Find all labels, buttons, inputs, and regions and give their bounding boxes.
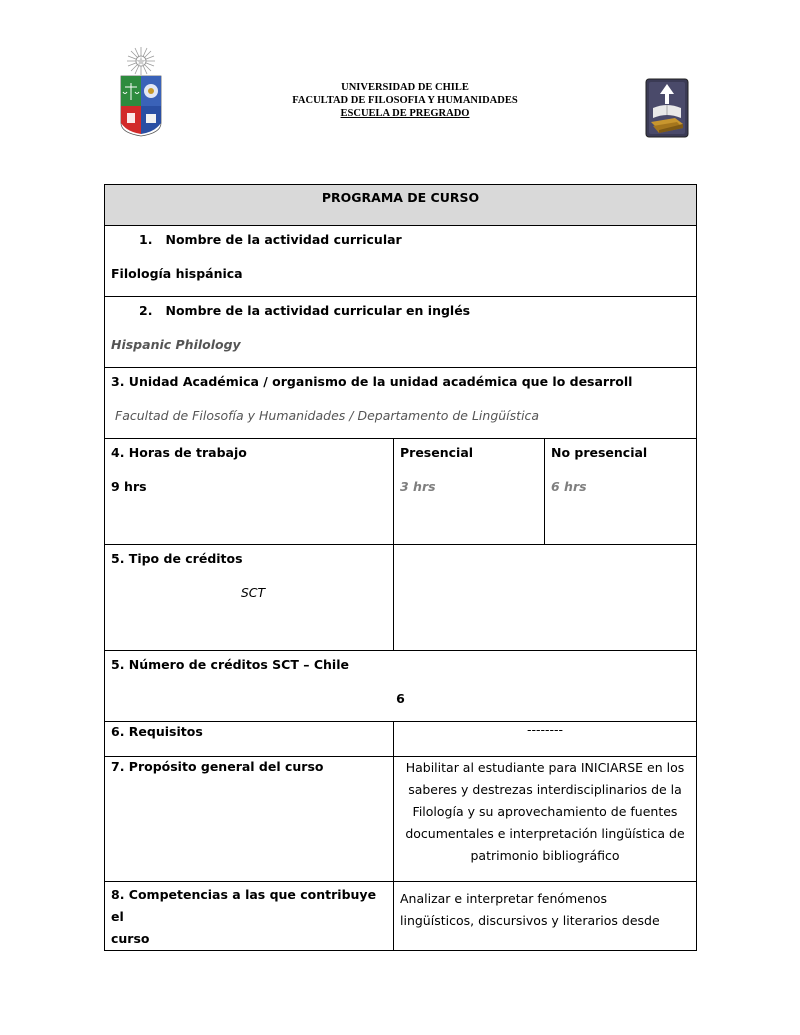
no-presencial-label: No presencial (551, 445, 648, 460)
table-row (105, 882, 697, 951)
school-name: ESCUELA DE PREGRADO (340, 108, 470, 119)
presencial-value: 3 hrs (400, 479, 436, 494)
competencies-line: lingüísticos, discursivos y literarios desde (400, 913, 660, 928)
course-purpose-line: documentales e interpretación lingüística de (405, 826, 685, 841)
course-purpose-line: Habilitar al estudiante para INICIARSE en los (405, 760, 685, 775)
course-purpose-label: 7. Propósito general del curso (111, 759, 324, 774)
credit-type-empty-cell (394, 545, 697, 651)
course-name-label: 1. Nombre de la actividad curricular (139, 232, 402, 247)
table-row (105, 545, 697, 651)
credit-number-value: 6 (396, 691, 405, 706)
work-hours-label: 4. Horas de trabajo (111, 445, 247, 460)
competencies-line: Analizar e interpretar fenómenos (400, 891, 607, 906)
table-row (105, 651, 697, 722)
work-hours-value: 9 hrs (111, 479, 147, 494)
no-presencial-value: 6 hrs (551, 479, 587, 494)
faculty-crest-icon (645, 78, 689, 138)
table-row (105, 297, 697, 368)
table-row (105, 439, 697, 545)
university-name: UNIVERSIDAD DE CHILE (341, 82, 469, 93)
requirements-label: 6. Requisitos (111, 724, 203, 739)
competencies-label-line: 8. Competencias a las que contribuye el (111, 887, 377, 924)
table-title: PROGRAMA DE CURSO (105, 185, 697, 226)
table-row (105, 368, 697, 439)
university-coat-of-arms-icon (117, 45, 165, 137)
table-row (105, 722, 697, 757)
requirements-value: -------- (526, 722, 564, 737)
credit-number-label: 5. Número de créditos SCT – Chile (111, 657, 349, 672)
academic-unit-value: Facultad de Filosofía y Humanidades / Departamento de Lingüística (115, 408, 540, 423)
course-purpose-line: patrimonio bibliográfico (470, 848, 620, 863)
course-program-table (104, 184, 697, 951)
table-row (105, 757, 697, 882)
academic-unit-label: 3. Unidad Académica / organismo de la unidad académica que lo desarroll (111, 374, 633, 389)
page-header (0, 0, 800, 180)
competencies-text (394, 882, 697, 951)
course-name-english-value: Hispanic Philology (111, 337, 241, 352)
faculty-name: FACULTAD DE FILOSOFIA Y HUMANIDADES (292, 95, 518, 106)
institution-header (250, 81, 560, 120)
course-purpose-text (394, 757, 697, 882)
course-name-value: Filología hispánica (111, 266, 243, 281)
competencies-label (111, 884, 387, 950)
competencies-label-line: curso (111, 931, 150, 946)
credit-type-label: 5. Tipo de créditos (111, 551, 243, 566)
course-purpose-line: Filología y su aprovechamiento de fuentes (412, 804, 678, 819)
credit-type-value: SCT (240, 585, 266, 600)
course-purpose-line: saberes y destrezas interdisciplinarios de la (408, 782, 682, 797)
course-name-english-label: 2. Nombre de la actividad curricular en inglés (139, 303, 471, 318)
table-row (105, 226, 697, 297)
presencial-label: Presencial (400, 445, 474, 460)
